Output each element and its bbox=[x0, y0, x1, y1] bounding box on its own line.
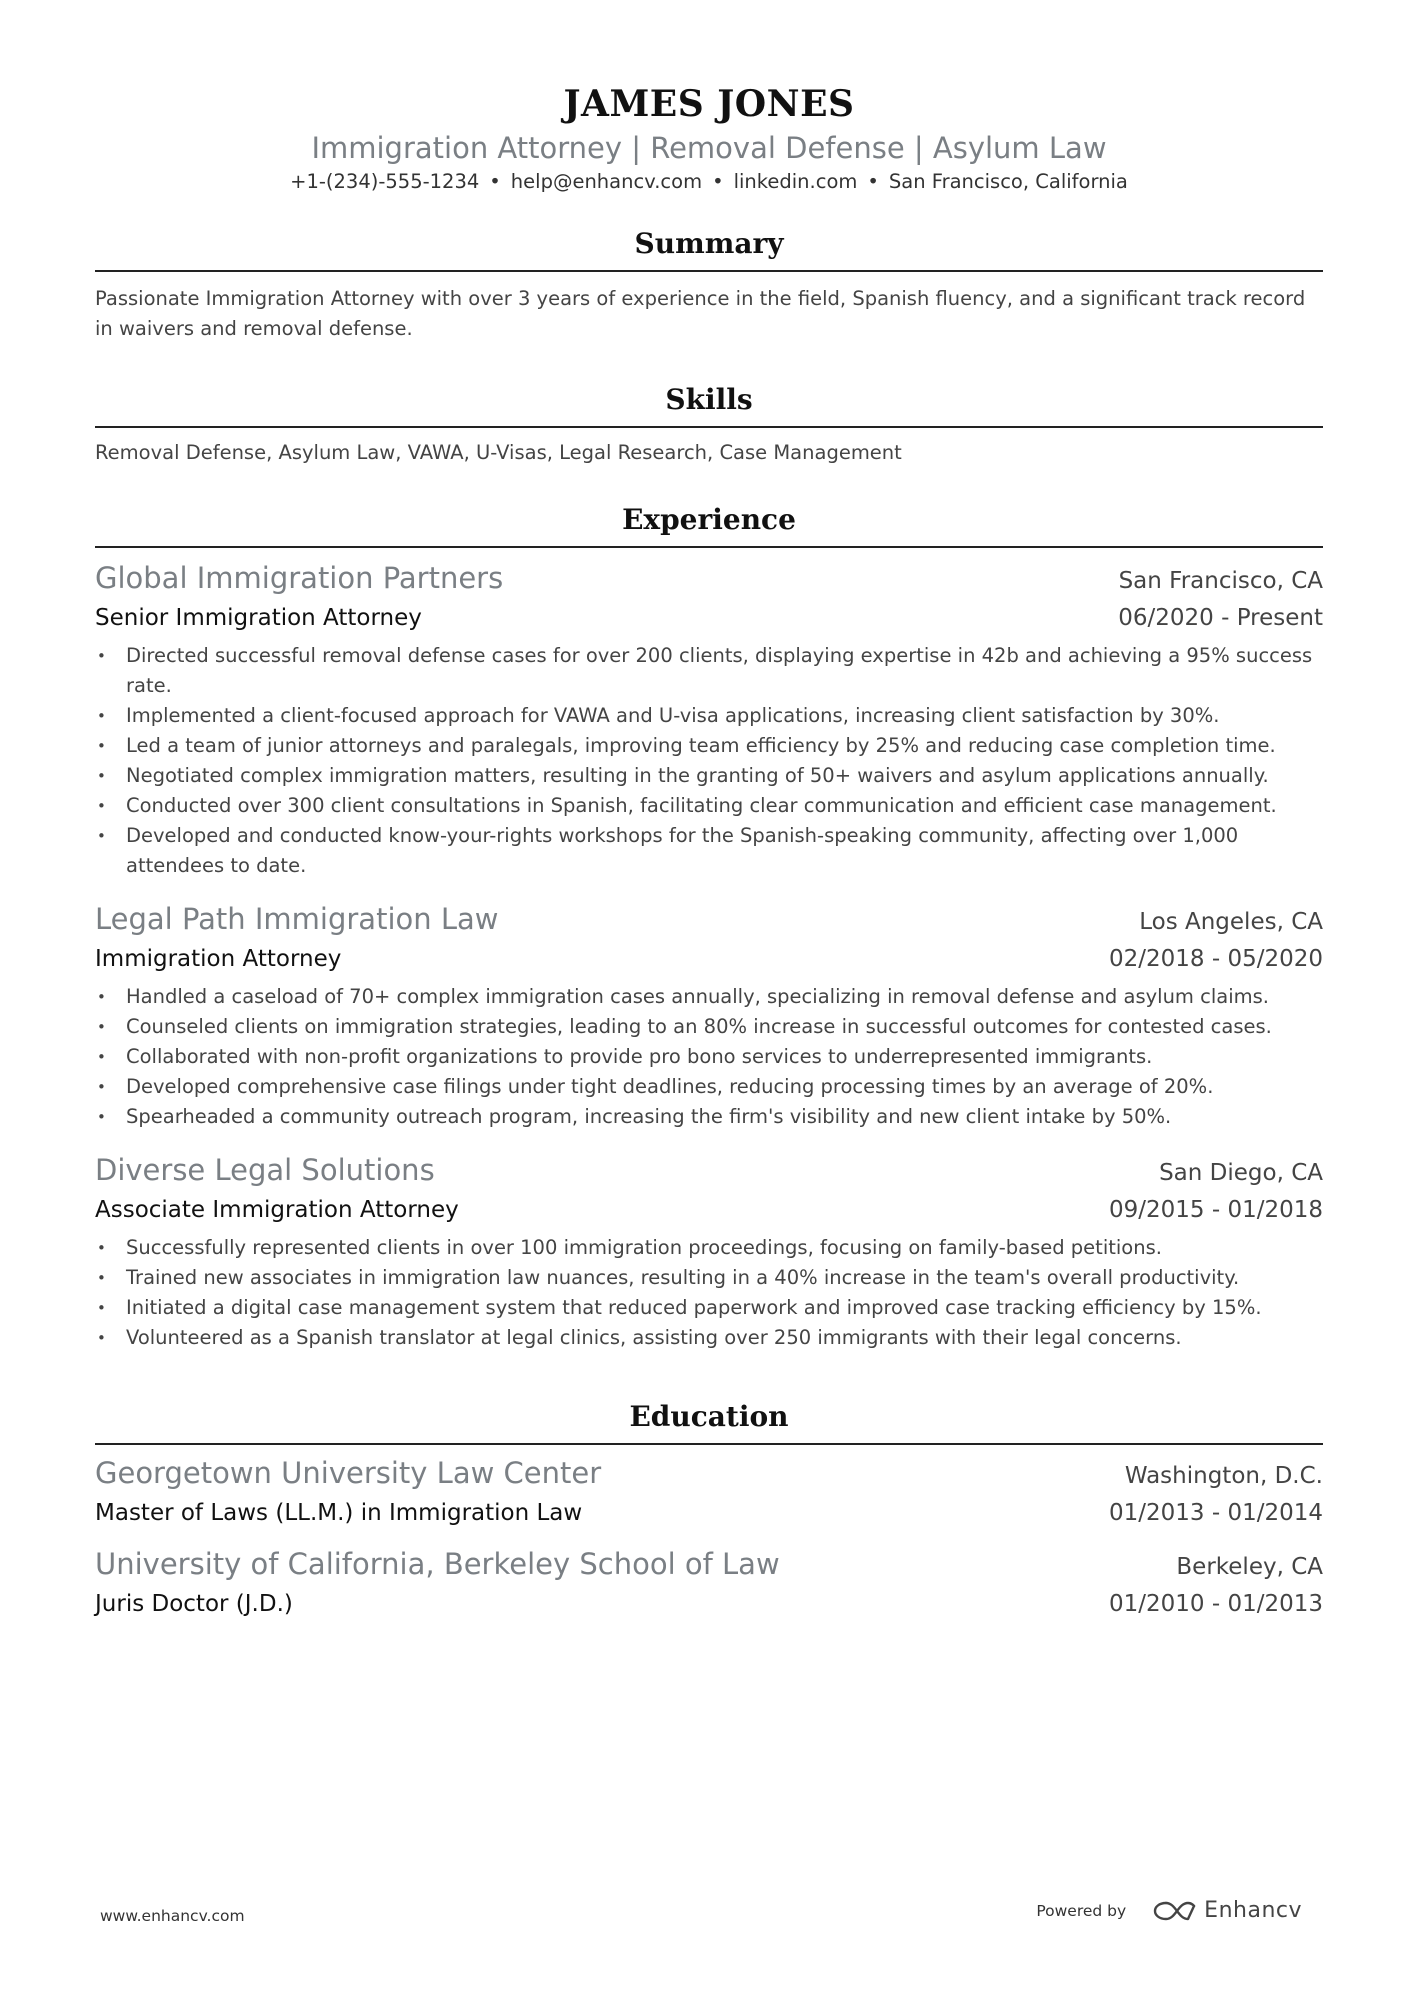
list-item: • Conducted over 300 client consultations in Spanish, facilitating clear communication and efficient case management. bbox=[95, 791, 1323, 821]
education-dates: 01/2010 - 01/2013 bbox=[1108, 1591, 1323, 1617]
job-entry bbox=[95, 1150, 1323, 1353]
section-title-education: Education bbox=[629, 1400, 789, 1433]
education-section bbox=[95, 1397, 1323, 1623]
footer-branding bbox=[1036, 1898, 1302, 1923]
job-dates: 09/2015 - 01/2018 bbox=[1108, 1197, 1323, 1223]
skills-section bbox=[95, 380, 1323, 468]
job-entry bbox=[95, 899, 1323, 1132]
job-role: Immigration Attorney bbox=[95, 946, 342, 972]
education-dates: 01/2013 - 01/2014 bbox=[1108, 1500, 1323, 1526]
section-title-summary: Summary bbox=[634, 227, 784, 260]
job-dates: 06/2020 - Present bbox=[1118, 605, 1323, 631]
section-divider bbox=[95, 426, 1323, 428]
contact-location: San Francisco, California bbox=[888, 170, 1128, 193]
job-header-row bbox=[95, 558, 1323, 599]
candidate-title: Immigration Attorney | Removal Defense | Asylum Law bbox=[311, 131, 1107, 165]
list-item: • Spearheaded a community outreach program, increasing the firm's visibility and new client intake by 50%. bbox=[95, 1102, 1323, 1132]
job-header-row bbox=[95, 899, 1323, 940]
section-title-experience: Experience bbox=[622, 503, 796, 536]
section-title-skills: Skills bbox=[665, 383, 753, 416]
education-header-row bbox=[95, 1544, 1323, 1585]
powered-by-label: Powered by bbox=[1036, 1901, 1127, 1920]
list-item: • Directed successful removal defense cases for over 200 clients, displaying expertise in 42b and achieving a 95% success rate. bbox=[95, 641, 1323, 701]
skills-text: Removal Defense, Asylum Law, VAWA, U-Visas, Legal Research, Case Management bbox=[95, 441, 902, 464]
job-role: Associate Immigration Attorney bbox=[95, 1197, 459, 1223]
resume-page bbox=[95, 0, 1323, 1623]
experience-section bbox=[95, 500, 1323, 1353]
section-divider bbox=[95, 1443, 1323, 1445]
job-role-row bbox=[95, 1191, 1323, 1229]
footer-website[interactable]: www.enhancv.com bbox=[100, 1907, 245, 1925]
education-degree-row bbox=[95, 1585, 1323, 1623]
candidate-name: JAMES JONES bbox=[563, 83, 855, 125]
job-dates: 02/2018 - 05/2020 bbox=[1108, 946, 1323, 972]
summary-text: Passionate Immigration Attorney with over 3 years of experience in the field, Spanish fluency, and a significant track record in waivers and removal defense. bbox=[95, 287, 1306, 340]
list-item: • Handled a caseload of 70+ complex immigration cases annually, specializing in removal defense and asylum claims. bbox=[95, 982, 1323, 1012]
bullet-separator: • bbox=[489, 170, 501, 193]
list-item: • Developed comprehensive case filings under tight deadlines, reducing processing times by an average of 20%. bbox=[95, 1072, 1323, 1102]
list-item: • Developed and conducted know-your-rights workshops for the Spanish-speaking community, affecting over 1,000 attendees to date. bbox=[95, 821, 1323, 881]
section-divider bbox=[95, 270, 1323, 272]
section-divider bbox=[95, 546, 1323, 548]
job-bullets bbox=[95, 1233, 1323, 1353]
education-degree-row bbox=[95, 1494, 1323, 1532]
enhancv-brand-name: Enhancv bbox=[1204, 1898, 1302, 1923]
job-location: San Francisco, CA bbox=[1118, 568, 1323, 594]
list-item: • Successfully represented clients in over 100 immigration proceedings, focusing on family-based petitions. bbox=[95, 1233, 1323, 1263]
contact-email[interactable]: help@enhancv.com bbox=[510, 170, 703, 193]
job-location: Los Angeles, CA bbox=[1139, 909, 1323, 935]
job-header-row bbox=[95, 1150, 1323, 1191]
education-school: University of California, Berkeley School of Law bbox=[95, 1547, 780, 1581]
education-entry bbox=[95, 1453, 1323, 1532]
list-item: • Led a team of junior attorneys and paralegals, improving team efficiency by 25% and reducing case completion time. bbox=[95, 731, 1323, 761]
job-role: Senior Immigration Attorney bbox=[95, 605, 422, 631]
education-school: Georgetown University Law Center bbox=[95, 1456, 602, 1490]
resume-header bbox=[95, 0, 1323, 196]
list-item: • Counseled clients on immigration strategies, leading to an 80% increase in successful outcomes for contested cases. bbox=[95, 1012, 1323, 1042]
education-entry bbox=[95, 1544, 1323, 1623]
job-entry bbox=[95, 558, 1323, 881]
job-bullets bbox=[95, 641, 1323, 881]
list-item: • Implemented a client-focused approach for VAWA and U-visa applications, increasing client satisfaction by 30%. bbox=[95, 701, 1323, 731]
job-role-row bbox=[95, 599, 1323, 637]
bullet-separator: • bbox=[867, 170, 879, 193]
enhancv-logo-icon bbox=[1152, 1899, 1196, 1923]
job-location: San Diego, CA bbox=[1159, 1160, 1323, 1186]
contact-linkedin[interactable]: linkedin.com bbox=[733, 170, 858, 193]
list-item: • Negotiated complex immigration matters, resulting in the granting of 50+ waivers and asylum applications annually. bbox=[95, 761, 1323, 791]
education-location: Berkeley, CA bbox=[1176, 1554, 1323, 1580]
contact-phone: +1-(234)-555-1234 bbox=[290, 170, 480, 193]
summary-section bbox=[95, 224, 1323, 344]
education-degree: Juris Doctor (J.D.) bbox=[95, 1591, 293, 1617]
list-item: • Initiated a digital case management system that reduced paperwork and improved case tracking efficiency by 15%. bbox=[95, 1293, 1323, 1323]
job-bullets bbox=[95, 982, 1323, 1132]
contact-line bbox=[95, 168, 1323, 196]
job-role-row bbox=[95, 940, 1323, 978]
education-degree: Master of Laws (LL.M.) in Immigration Law bbox=[95, 1500, 583, 1526]
education-location: Washington, D.C. bbox=[1124, 1463, 1323, 1489]
list-item: • Volunteered as a Spanish translator at legal clinics, assisting over 250 immigrants with their legal concerns. bbox=[95, 1323, 1323, 1353]
list-item: • Collaborated with non-profit organizations to provide pro bono services to underrepresented immigrants. bbox=[95, 1042, 1323, 1072]
job-company: Legal Path Immigration Law bbox=[95, 902, 499, 936]
list-item: • Trained new associates in immigration law nuances, resulting in a 40% increase in the team's overall productivity. bbox=[95, 1263, 1323, 1293]
bullet-separator: • bbox=[712, 170, 724, 193]
job-company: Diverse Legal Solutions bbox=[95, 1153, 435, 1187]
job-company: Global Immigration Partners bbox=[95, 561, 504, 595]
education-header-row bbox=[95, 1453, 1323, 1494]
